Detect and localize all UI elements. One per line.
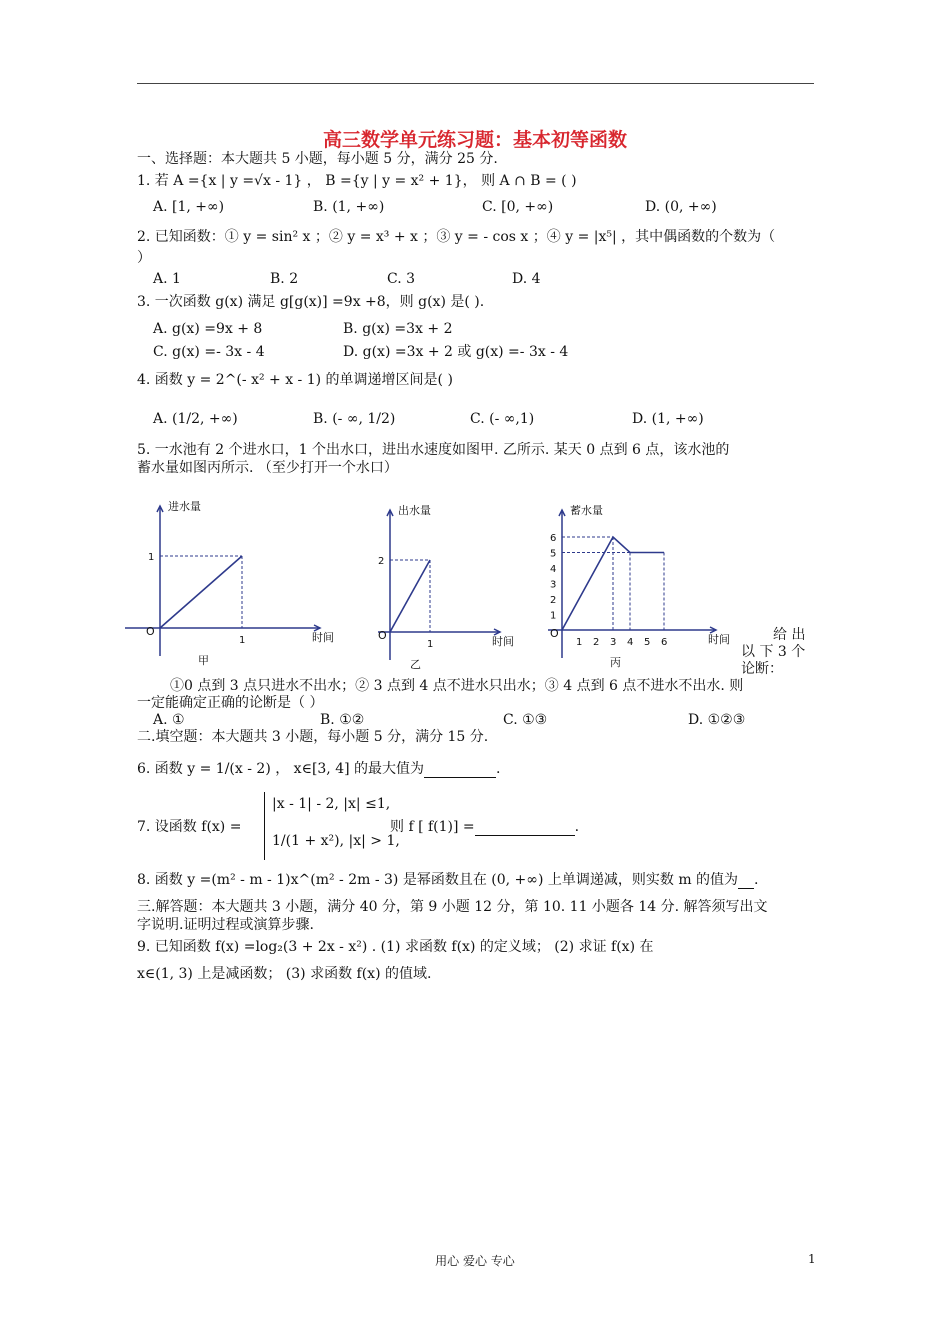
origin-label: O (378, 629, 387, 642)
question-6 (137, 760, 500, 778)
q5-option-b: B. ①② (320, 712, 365, 728)
q1-option-d: D. (0, +∞) (645, 199, 717, 215)
x-tick-label: 6 (661, 637, 668, 648)
series-line (160, 556, 242, 628)
q2-option-d: D. 4 (512, 271, 541, 287)
x-tick-label: 3 (610, 637, 617, 648)
x-axis-label: 时间 (708, 633, 730, 646)
q3-option-a: A. g(x) =9x + 8 (153, 321, 263, 337)
q1-option-c: C. [0, +∞) (482, 199, 554, 215)
q5-option-c: C. ①③ (503, 712, 548, 728)
question-7-end: . (574, 819, 580, 835)
q5-question: 一定能确定正确的论断是（ ） (137, 695, 324, 711)
question-8-stem: 8. 函数 y =(m² - m - 1)x^(m² - 2m - 3) 是幂函数且在 (0, +∞) 上单调递减，则实数 m 的值为 (137, 872, 739, 888)
x-tick-label: 1 (427, 639, 434, 650)
water-charts (120, 496, 800, 676)
x-axis-label: 时间 (312, 631, 334, 644)
answer-blank (475, 821, 575, 836)
y-tick-label: 2 (550, 595, 557, 606)
y-tick-label: 1 (148, 552, 155, 563)
piecewise-brace (264, 792, 268, 860)
q7-case-2: 1/(1 + x²), |x| > 1, (272, 833, 400, 849)
q4-option-c: C. (- ∞,1) (470, 411, 535, 427)
chart-caption: 乙 (410, 658, 421, 671)
footer: 用心 爱心 专心 (435, 1254, 515, 1268)
x-tick-label: 2 (593, 637, 600, 648)
question-3-stem: 3. 一次函数 g(x) 满足 g[g(x)] =9x +8，则 g(x) 是( ). (137, 294, 485, 310)
question-8-end: . (754, 872, 759, 888)
q4-option-b: B. (- ∞, 1/2) (313, 411, 396, 427)
page-number: 1 (808, 1252, 816, 1266)
question-5-stem: 5. 一水池有 2 个进水口，1 个出水口，进出水速度如图甲. 乙所示. 某天 0 点到 6 点，该水池的 (137, 442, 730, 458)
section-answer-header-cont: 字说明.证明过程或演算步骤. (137, 917, 314, 933)
y-axis-label: 进水量 (168, 500, 201, 513)
q5-option-a: A. ① (153, 712, 185, 728)
q5-side-text-3: 论断： (741, 661, 783, 677)
q2-option-a: A. 1 (153, 271, 181, 287)
question-6-end: . (496, 761, 501, 777)
q5-option-d: D. ①②③ (688, 712, 746, 728)
question-4-stem: 4. 函数 y = 2^(- x² + x - 1) 的单调递增区间是( ) (137, 372, 453, 388)
answer-blank (738, 874, 754, 889)
q5-claims: ①0 点到 3 点只进水不出水；② 3 点到 4 点不进水只出水；③ 4 点到 6 点不进水不出水. 则 (170, 678, 744, 694)
q1-option-a: A. [1, +∞) (153, 199, 225, 215)
question-7-then-text: 则 f [ f(1)] = (390, 819, 475, 835)
question-7-then (390, 818, 579, 836)
chart-caption: 丙 (610, 656, 621, 669)
y-axis-label: 蓄水量 (570, 504, 603, 517)
y-tick-label: 3 (550, 579, 557, 591)
question-2-stem: 2. 已知函数：① y = sin² x ；② y = x³ + x ；③ y = - cos x ；④ y = |x⁵| ，其中偶函数的个数为（ (137, 229, 776, 245)
header-rule (137, 83, 814, 84)
x-tick-label: 4 (627, 637, 634, 648)
q4-option-a: A. (1/2, +∞) (153, 411, 238, 427)
q3-option-d: D. g(x) =3x + 2 或 g(x) =- 3x - 4 (343, 344, 569, 360)
question-9-line-1: 9. 已知函数 f(x) =log₂(3 + 2x - x²) . (1) 求函数 f(x) 的定义域； (2) 求证 f(x) 在 (137, 939, 654, 955)
section-choice-header: 一、选择题：本大题共 5 小题，每小题 5 分，满分 25 分. (137, 151, 498, 167)
section-fill-header: 二.填空题：本大题共 3 小题，每小题 5 分，满分 15 分. (137, 729, 489, 745)
x-axis-label: 时间 (492, 635, 514, 648)
q7-case-1: |x - 1| - 2, |x| ≤1, (272, 796, 391, 812)
q3-option-c: C. g(x) =- 3x - 4 (153, 344, 265, 360)
origin-label: O (550, 627, 559, 640)
q5-side-text-1: 给 出 (773, 627, 806, 643)
x-tick-label: 1 (239, 635, 246, 646)
question-9-line-2: x∈(1, 3) 上是减函数； (3) 求函数 f(x) 的值域. (137, 966, 432, 982)
question-6-stem: 6. 函数 y = 1/(x - 2) ， x∈[3, 4] 的最大值为 (137, 761, 425, 777)
question-5-stem-cont: 蓄水量如图丙所示. （至少打开一个水口） (137, 460, 398, 476)
x-tick-label: 5 (644, 637, 651, 648)
y-tick-label: 1 (550, 610, 557, 622)
y-tick-label: 5 (550, 548, 557, 560)
q2-option-c: C. 3 (387, 271, 416, 287)
q2-option-b: B. 2 (270, 271, 299, 287)
answer-blank (424, 763, 496, 778)
chart-caption: 甲 (198, 654, 209, 667)
origin-label: O (146, 625, 155, 638)
x-tick-label: 1 (576, 637, 583, 648)
y-tick-label: 4 (550, 564, 557, 575)
section-answer-header: 三.解答题：本大题共 3 小题，满分 40 分，第 9 小题 12 分，第 10. 11 小题各 14 分. 解答须写出文 (137, 899, 768, 915)
q1-option-b: B. (1, +∞) (313, 199, 385, 215)
q3-option-b: B. g(x) =3x + 2 (343, 321, 453, 337)
page-title: 高三数学单元练习题：基本初等函数 (322, 129, 627, 151)
question-2-stem-cont: ） (137, 250, 151, 266)
y-axis-label: 出水量 (398, 504, 431, 517)
series-line (390, 560, 430, 632)
question-1-stem: 1. 若 A ={x | y =√x - 1} ， B ={y | y = x² + 1}， 则 A ∩ B = ( ) (137, 173, 577, 189)
question-7-stem: 7. 设函数 f(x) = (137, 819, 242, 835)
y-tick-label: 2 (378, 556, 385, 567)
question-8 (137, 871, 759, 889)
y-tick-label: 6 (550, 533, 557, 544)
q4-option-d: D. (1, +∞) (632, 411, 704, 427)
q5-side-text-2: 以 下 3 个 (741, 644, 806, 660)
